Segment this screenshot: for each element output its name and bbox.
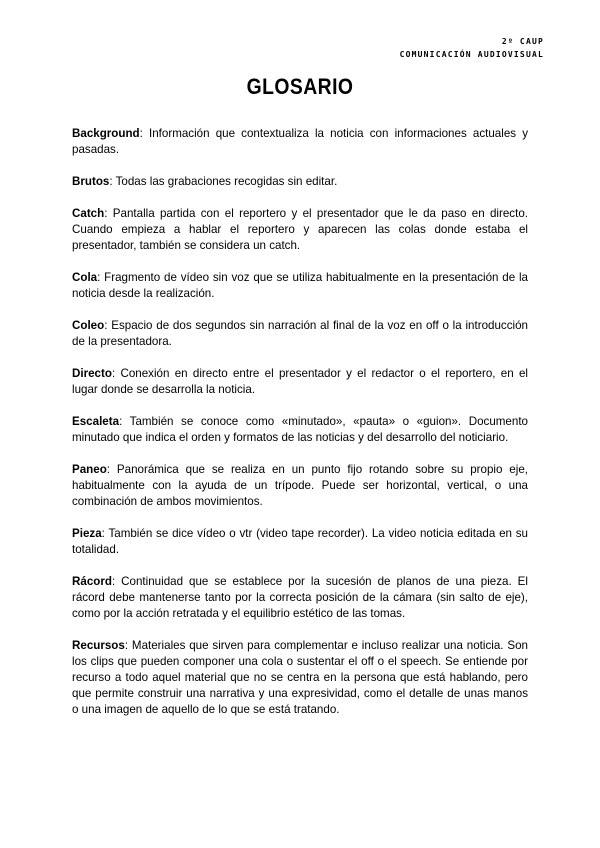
glossary-definition: Pantalla partida con el reportero y el presentador que le da paso en directo. Cuando empieza a hablar el reportero y aparecen las colas donde estaba el presentador, también se considera un catch. [72, 207, 528, 252]
glossary-term: Catch [72, 207, 105, 220]
glossary-definition: Fragmento de vídeo sin voz que se utiliza habitualmente en la presentación de la noticia desde la realización. [72, 271, 528, 300]
document-header [400, 35, 544, 61]
glossary-definition: Información que contextualiza la noticia con informaciones actuales y pasadas. [72, 127, 528, 156]
glossary-entry: Escaleta: También se conoce como «minutado», «pauta» o «guion». Documento minutado que indica el orden y formatos de las noticias y del desarrollo del noticiario. [72, 415, 528, 444]
glossary-definition: Espacio de dos segundos sin narración al final de la voz en off o la introducción de la presentadora. [72, 319, 528, 348]
glossary-term: Rácord [72, 575, 112, 588]
glossary-definition: Materiales que sirven para complementar e incluso realizar una noticia. Son los clips que pueden componer una cola o sustentar el off o el speech. Se entiende por recurso a todo aquel material que no se centra en la persona que está hablando, pero que permite construir una narrativa y una expresividad, como el detalle de unas manos o una imagen de aquello de lo que se está tratando. [72, 639, 528, 716]
glossary-entry: Background: Información que contextualiza la noticia con informaciones actuales y pasadas. [72, 127, 528, 156]
glossary-entry: Rácord: Continuidad que se establece por la sucesión de planos de una pieza. El rácord debe mantenerse tanto por la correcta posición de la cámara (sin salto de eje), como por la acción retratada y el equilibrio estético de las tomas. [72, 575, 528, 620]
glossary-entry: Catch: Pantalla partida con el reportero y el presentador que le da paso en directo. Cuando empieza a hablar el reportero y aparecen las colas donde estaba el presentador, también se considera un catch. [72, 207, 528, 252]
glossary-entry: Cola: Fragmento de vídeo sin voz que se utiliza habitualmente en la presentación de la noticia desde la realización. [72, 271, 528, 300]
glossary-entry: Paneo: Panorámica que se realiza en un punto fijo rotando sobre su propio eje, habitualmente con la ayuda de un trípode. Puede ser horizontal, vertical, o una combinación de ambos movimientos. [72, 463, 528, 508]
glossary-term: Directo [72, 367, 112, 380]
glossary-term: Cola [72, 271, 98, 284]
glossary-term: Paneo [72, 463, 107, 476]
glossary-definition: También se conoce como «minutado», «pauta» o «guion». Documento minutado que indica el orden y formatos de las noticias y del desarrollo del noticiario. [72, 415, 528, 444]
glossary-term: Background [72, 127, 140, 140]
glossary-definition: Continuidad que se establece por la sucesión de planos de una pieza. El rácord debe mantenerse tanto por la correcta posición de la cámara (sin salto de eje), como por la acción retratada y el equilibrio estético de las tomas. [72, 575, 528, 620]
glossary-entry: Recursos: Materiales que sirven para complementar e incluso realizar una noticia. Son los clips que pueden componer una cola o sustentar el off o el speech. Se entiende por recurso a todo aquel material que no se centra en la persona que está hablando, pero que permite construir una narrativa y una expresividad, como el detalle de unas manos o una imagen de aquello de lo que se está tratando. [72, 639, 528, 716]
glossary-definition: Panorámica que se realiza en un punto fijo rotando sobre su propio eje, habitualmente con la ayuda de un trípode. Puede ser horizontal, vertical, o una combinación de ambos movimientos. [72, 463, 528, 508]
glossary-term: Pieza [72, 527, 102, 540]
glossary-definition: Conexión en directo entre el presentador y el redactor o el reportero, en el lugar donde se desarrolla la noticia. [72, 367, 528, 396]
course-label: 2º CAUP [501, 37, 544, 46]
glossary-entry: Brutos: Todas las grabaciones recogidas sin editar. [72, 175, 338, 188]
glossary-term: Recursos [72, 639, 125, 652]
glossary-entry: Coleo: Espacio de dos segundos sin narración al final de la voz en off o la introducción de la presentadora. [72, 319, 528, 348]
glossary-term: Escaleta [72, 415, 120, 428]
glossary-entry: Pieza: También se dice vídeo o vtr (video tape recorder). La video noticia editada en su totalidad. [72, 527, 528, 556]
glossary-term: Brutos [72, 175, 110, 188]
glossary-definition: También se dice vídeo o vtr (video tape recorder). La video noticia editada en su totalidad. [72, 527, 528, 556]
glossary-definition: Todas las grabaciones recogidas sin editar. [115, 175, 338, 188]
page-title: GLOSARIO [246, 74, 354, 99]
glossary-list [72, 126, 528, 734]
glossary-entry: Directo: Conexión en directo entre el presentador y el redactor o el reportero, en el lugar donde se desarrolla la noticia. [72, 367, 528, 396]
subject-label: COMUNICACIÓN AUDIOVISUAL [399, 50, 544, 59]
glossary-term: Coleo [72, 319, 105, 332]
